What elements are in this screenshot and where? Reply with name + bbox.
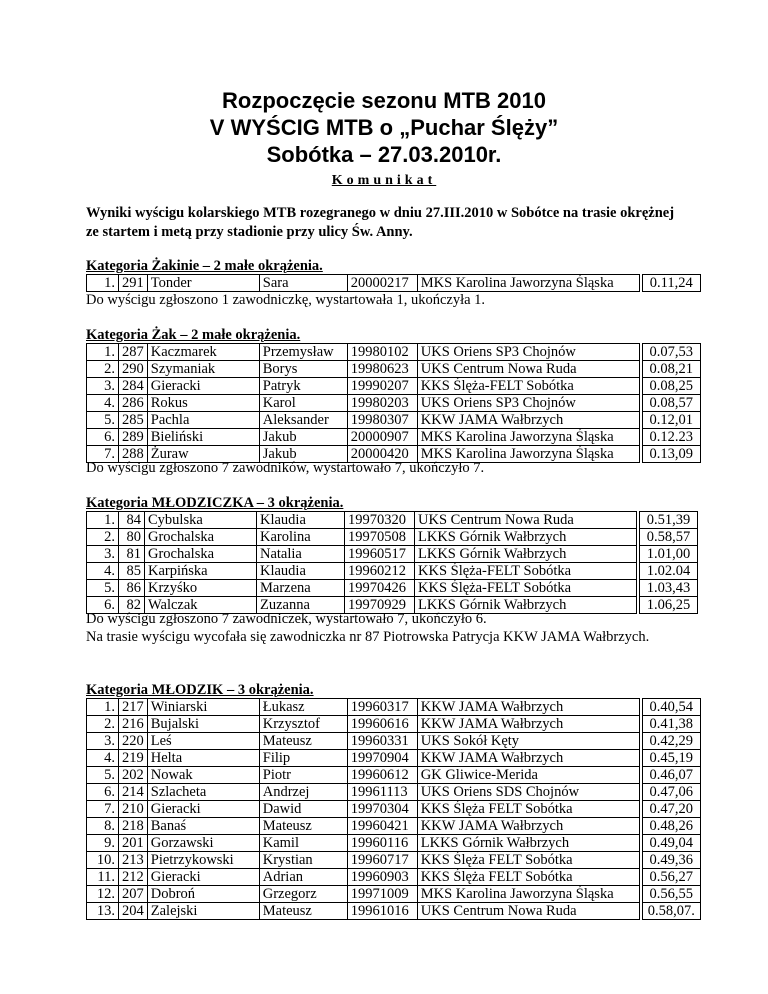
cell-first-name: Patryk: [259, 378, 347, 395]
cell-place: 5.: [87, 767, 119, 784]
cell-club: KKW JAMA Wałbrzych: [417, 699, 639, 716]
cell-time: 0.49,04: [642, 835, 700, 852]
cell-birth-date: 19961016: [347, 903, 417, 920]
cell-surname: Gieracki: [147, 801, 259, 818]
cell-surname: Cybulska: [145, 512, 257, 529]
cell-time: 0.12.23: [642, 429, 700, 446]
cell-number: 202: [119, 767, 148, 784]
cell-club: KKS Ślęża FELT Sobótka: [417, 869, 639, 886]
cell-place: 4.: [87, 563, 119, 580]
cell-number: 289: [119, 429, 148, 446]
cell-number: 204: [119, 903, 148, 920]
cell-number: 288: [119, 446, 148, 463]
table-row: [87, 395, 701, 412]
table-row: [87, 767, 701, 784]
cell-place: 6.: [87, 784, 119, 801]
cell-first-name: Grzegorz: [259, 886, 347, 903]
cell-first-name: Mateusz: [259, 903, 347, 920]
cell-first-name: Karol: [259, 395, 347, 412]
cell-surname: Banaś: [147, 818, 259, 835]
cell-birth-date: 19960616: [347, 716, 417, 733]
category-note: Do wyścigu zgłoszono 1 zawodniczkę, wystartowała 1, ukończyła 1.: [86, 292, 486, 308]
cell-number: 216: [119, 716, 148, 733]
cell-surname: Szymaniak: [147, 361, 259, 378]
cell-birth-date: 19960612: [347, 767, 417, 784]
cell-first-name: Przemysław: [259, 344, 347, 361]
cell-number: 80: [119, 529, 145, 546]
cell-place: 5.: [87, 580, 119, 597]
title-line-1: Rozpoczęcie sezonu MTB 2010: [222, 88, 546, 113]
cell-first-name: Klaudia: [257, 512, 345, 529]
cell-number: 85: [119, 563, 145, 580]
cell-time: 0.47,06: [642, 784, 700, 801]
cell-number: 210: [119, 801, 148, 818]
cell-number: 220: [119, 733, 148, 750]
cell-club: MKS Karolina Jaworzyna Śląska: [417, 446, 639, 463]
cell-time: 1.01,00: [640, 546, 698, 563]
cell-number: 81: [119, 546, 145, 563]
cell-birth-date: 19960212: [345, 563, 415, 580]
cell-time: 0.40,54: [642, 699, 700, 716]
cell-place: 1.: [87, 512, 119, 529]
cell-time: 0.49,36: [642, 852, 700, 869]
table-row: [87, 699, 701, 716]
cell-first-name: Marzena: [257, 580, 345, 597]
cell-first-name: Mateusz: [259, 733, 347, 750]
cell-place: 3.: [87, 546, 119, 563]
cell-place: 12.: [87, 886, 119, 903]
cell-club: MKS Karolina Jaworzyna Śląska: [417, 429, 639, 446]
cell-place: 2.: [87, 716, 119, 733]
cell-time: 0.46,07: [642, 767, 700, 784]
cell-number: 287: [119, 344, 148, 361]
cell-number: 214: [119, 784, 148, 801]
cell-birth-date: 19960317: [347, 699, 417, 716]
cell-club: KKW JAMA Wałbrzych: [417, 412, 639, 429]
title-line-3: Sobótka – 27.03.2010r.: [266, 142, 502, 167]
cell-birth-date: 19970320: [345, 512, 415, 529]
category-title: Kategoria MŁODZICZKA – 3 okrążenia.: [86, 495, 344, 511]
cell-number: 217: [119, 699, 148, 716]
cell-number: 218: [119, 818, 148, 835]
cell-birth-date: 20000217: [347, 275, 417, 292]
cell-club: KKS Ślęża FELT Sobótka: [417, 852, 639, 869]
cell-surname: Pietrzykowski: [147, 852, 259, 869]
cell-birth-date: 19980203: [347, 395, 417, 412]
cell-surname: Grochalska: [145, 529, 257, 546]
cell-time: 0.45,19: [642, 750, 700, 767]
cell-first-name: Piotr: [259, 767, 347, 784]
cell-time: 0.58,07.: [642, 903, 700, 920]
cell-birth-date: 19971009: [347, 886, 417, 903]
cell-surname: Kaczmarek: [147, 344, 259, 361]
cell-club: KKS Ślęża FELT Sobótka: [417, 801, 639, 818]
cell-birth-date: 19960517: [345, 546, 415, 563]
intro-paragraph: Wyniki wyścigu kolarskiego MTB rozegranego w dniu 27.III.2010 w Sobótce na trasie okrężnej ze startem i metą przy stadionie przy ulicy Św. Anny.: [86, 205, 675, 240]
cell-surname: Dobroń: [147, 886, 259, 903]
cell-surname: Walczak: [145, 597, 257, 614]
cell-club: KKS Ślęża-FELT Sobótka: [417, 378, 639, 395]
cell-club: LKKS Górnik Wałbrzych: [415, 546, 637, 563]
table-row: [87, 563, 698, 580]
cell-place: 2.: [87, 361, 119, 378]
cell-number: 284: [119, 378, 148, 395]
table-row: [87, 886, 701, 903]
table-row: [87, 275, 701, 292]
cell-birth-date: 19970904: [347, 750, 417, 767]
cell-birth-date: 19960421: [347, 818, 417, 835]
table-row: [87, 529, 698, 546]
cell-first-name: Krzysztof: [259, 716, 347, 733]
cell-time: 1.03,43: [640, 580, 698, 597]
cell-club: UKS Sokół Kęty: [417, 733, 639, 750]
cell-club: LKKS Górnik Wałbrzych: [415, 597, 637, 614]
cell-place: 11.: [87, 869, 119, 886]
cell-time: 0.47,20: [642, 801, 700, 818]
cell-first-name: Borys: [259, 361, 347, 378]
cell-first-name: Jakub: [259, 429, 347, 446]
cell-birth-date: 19960116: [347, 835, 417, 852]
cell-place: 1.: [87, 275, 119, 292]
cell-number: 86: [119, 580, 145, 597]
table-row: [87, 801, 701, 818]
table-row: [87, 818, 701, 835]
cell-time: 0.08,57: [642, 395, 700, 412]
table-row: [87, 835, 701, 852]
cell-surname: Zalejski: [147, 903, 259, 920]
results-table: [86, 511, 698, 614]
cell-surname: Rokus: [147, 395, 259, 412]
cell-surname: Helta: [147, 750, 259, 767]
cell-club: KKW JAMA Wałbrzych: [417, 750, 639, 767]
cell-time: 0.48,26: [642, 818, 700, 835]
komunikat-heading: Komunikat: [331, 173, 437, 188]
cell-place: 6.: [87, 429, 119, 446]
cell-club: MKS Karolina Jaworzyna Śląska: [417, 275, 639, 292]
cell-place: 3.: [87, 733, 119, 750]
cell-place: 1.: [87, 699, 119, 716]
cell-birth-date: 19970929: [345, 597, 415, 614]
cell-first-name: Filip: [259, 750, 347, 767]
category-note: Do wyścigu zgłoszono 7 zawodniczek, wystartowało 7, ukończyło 6.: [86, 611, 487, 627]
cell-number: 285: [119, 412, 148, 429]
cell-number: 290: [119, 361, 148, 378]
cell-birth-date: 19970426: [345, 580, 415, 597]
cell-time: 0.08,25: [642, 378, 700, 395]
results-table: [86, 343, 701, 463]
cell-surname: Winiarski: [147, 699, 259, 716]
cell-birth-date: 19960331: [347, 733, 417, 750]
cell-time: 0.11,24: [642, 275, 700, 292]
cell-birth-date: 20000420: [347, 446, 417, 463]
cell-first-name: Andrzej: [259, 784, 347, 801]
table-row: [87, 733, 701, 750]
cell-surname: Grochalska: [145, 546, 257, 563]
cell-first-name: Jakub: [259, 446, 347, 463]
cell-time: 0.12,01: [642, 412, 700, 429]
title-line-2: V WYŚCIG MTB o „Puchar Ślęży”: [209, 115, 559, 140]
cell-time: 0.56,27: [642, 869, 700, 886]
cell-birth-date: 19980623: [347, 361, 417, 378]
cell-first-name: Kamil: [259, 835, 347, 852]
cell-time: 0.42,29: [642, 733, 700, 750]
cell-surname: Pachla: [147, 412, 259, 429]
cell-club: GK Gliwice-Merida: [417, 767, 639, 784]
cell-surname: Szlacheta: [147, 784, 259, 801]
cell-time: 0.51,39: [640, 512, 698, 529]
cell-time: 1.06,25: [640, 597, 698, 614]
cell-surname: Krzyśko: [145, 580, 257, 597]
cell-first-name: Adrian: [259, 869, 347, 886]
cell-club: UKS Centrum Nowa Ruda: [417, 361, 639, 378]
cell-surname: Gieracki: [147, 378, 259, 395]
cell-place: 6.: [87, 597, 119, 614]
table-row: [87, 412, 701, 429]
cell-birth-date: 19960717: [347, 852, 417, 869]
cell-first-name: Sara: [259, 275, 347, 292]
cell-surname: Bieliński: [147, 429, 259, 446]
cell-time: 0.13,09: [642, 446, 700, 463]
cell-place: 10.: [87, 852, 119, 869]
table-row: [87, 512, 698, 529]
cell-first-name: Łukasz: [259, 699, 347, 716]
category-note: Do wyścigu zgłoszono 7 zawodników, wystartowało 7, ukończyło 7.: [86, 460, 485, 476]
cell-club: UKS Oriens SP3 Chojnów: [417, 344, 639, 361]
table-row: [87, 716, 701, 733]
cell-club: KKS Ślęża-FELT Sobótka: [415, 580, 637, 597]
cell-time: 1.02.04: [640, 563, 698, 580]
table-row: [87, 344, 701, 361]
cell-time: 0.41,38: [642, 716, 700, 733]
cell-birth-date: 20000907: [347, 429, 417, 446]
cell-time: 0.07,53: [642, 344, 700, 361]
cell-surname: Karpińska: [145, 563, 257, 580]
cell-first-name: Klaudia: [257, 563, 345, 580]
cell-time: 0.56,55: [642, 886, 700, 903]
cell-number: 286: [119, 395, 148, 412]
cell-first-name: Aleksander: [259, 412, 347, 429]
cell-number: 291: [119, 275, 148, 292]
category-note: Na trasie wyścigu wycofała się zawodniczka nr 87 Piotrowska Patrycja KKW JAMA Wałbrzych.: [86, 629, 650, 645]
cell-first-name: Karolina: [257, 529, 345, 546]
cell-first-name: Zuzanna: [257, 597, 345, 614]
category-title: Kategoria Żak – 2 małe okrążenia.: [86, 327, 301, 343]
cell-number: 207: [119, 886, 148, 903]
cell-first-name: Natalia: [257, 546, 345, 563]
cell-birth-date: 19990207: [347, 378, 417, 395]
cell-number: 212: [119, 869, 148, 886]
cell-birth-date: 19970304: [347, 801, 417, 818]
cell-surname: Gorzawski: [147, 835, 259, 852]
cell-place: 2.: [87, 529, 119, 546]
cell-first-name: Mateusz: [259, 818, 347, 835]
cell-club: KKS Ślęża-FELT Sobótka: [415, 563, 637, 580]
cell-number: 84: [119, 512, 145, 529]
cell-place: 1.: [87, 344, 119, 361]
cell-first-name: Dawid: [259, 801, 347, 818]
cell-club: KKW JAMA Wałbrzych: [417, 716, 639, 733]
cell-club: KKW JAMA Wałbrzych: [417, 818, 639, 835]
cell-birth-date: 19980102: [347, 344, 417, 361]
cell-number: 219: [119, 750, 148, 767]
cell-surname: Leś: [147, 733, 259, 750]
table-row: [87, 580, 698, 597]
table-row: [87, 784, 701, 801]
cell-place: 8.: [87, 818, 119, 835]
table-row: [87, 903, 701, 920]
cell-surname: Tonder: [147, 275, 259, 292]
cell-place: 4.: [87, 750, 119, 767]
cell-surname: Bujalski: [147, 716, 259, 733]
cell-surname: Żuraw: [147, 446, 259, 463]
cell-number: 213: [119, 852, 148, 869]
cell-birth-date: 19960903: [347, 869, 417, 886]
table-row: [87, 378, 701, 395]
category-title: Kategoria Żakinie – 2 małe okrążenia.: [86, 258, 323, 274]
table-row: [87, 852, 701, 869]
table-row: [87, 361, 701, 378]
cell-surname: Nowak: [147, 767, 259, 784]
cell-time: 0.08,21: [642, 361, 700, 378]
cell-club: LKKS Górnik Wałbrzych: [417, 835, 639, 852]
results-table: [86, 698, 701, 920]
cell-first-name: Krystian: [259, 852, 347, 869]
cell-surname: Gieracki: [147, 869, 259, 886]
cell-club: UKS Centrum Nowa Ruda: [415, 512, 637, 529]
cell-place: 3.: [87, 378, 119, 395]
results-table: [86, 274, 701, 292]
cell-place: 5.: [87, 412, 119, 429]
cell-club: LKKS Górnik Wałbrzych: [415, 529, 637, 546]
cell-club: UKS Oriens SP3 Chojnów: [417, 395, 639, 412]
cell-birth-date: 19980307: [347, 412, 417, 429]
table-row: [87, 546, 698, 563]
cell-club: UKS Oriens SDS Chojnów: [417, 784, 639, 801]
cell-place: 7.: [87, 446, 119, 463]
cell-time: 0.58,57: [640, 529, 698, 546]
cell-place: 4.: [87, 395, 119, 412]
table-row: [87, 750, 701, 767]
category-title: Kategoria MŁODZIK – 3 okrążenia.: [86, 682, 314, 698]
cell-birth-date: 19970508: [345, 529, 415, 546]
cell-club: MKS Karolina Jaworzyna Śląska: [417, 886, 639, 903]
cell-club: UKS Centrum Nowa Ruda: [417, 903, 639, 920]
table-row: [87, 869, 701, 886]
cell-birth-date: 19961113: [347, 784, 417, 801]
cell-place: 7.: [87, 801, 119, 818]
table-row: [87, 429, 701, 446]
cell-place: 9.: [87, 835, 119, 852]
cell-place: 13.: [87, 903, 119, 920]
cell-number: 82: [119, 597, 145, 614]
cell-number: 201: [119, 835, 148, 852]
